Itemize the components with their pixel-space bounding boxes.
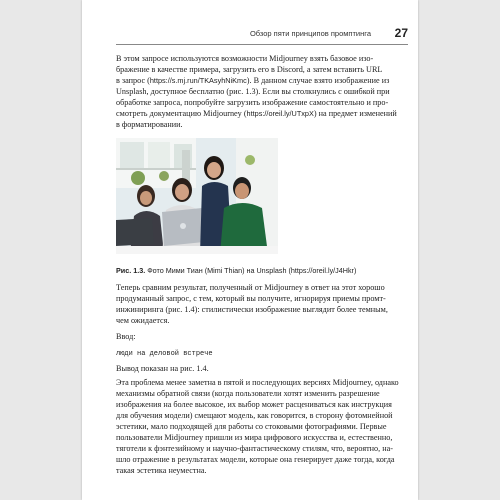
paragraph-2: Теперь сравним результат, полученный от Midjourney в ответ на этот хорошо продуманный запрос, с тем, который вы получите, игнорируя приемы промт- инжиниринга (рис. 1.4): стилистически изображение выглядит более темным, чем ожидается. [116,283,388,325]
figure-label: Рис. 1.3. [116,266,146,275]
code-prompt: люди на деловой встрече [116,350,213,358]
running-header-title: Обзор пяти принципов промптинга [249,29,371,38]
paragraph-3: Эта проблема менее заметна в пятой и последующих версиях Midjourney, однако механизмы обратной связи (когда пользователи хотят изменить разрешение изображения на более высокое, их выбор может расцениваться как инструкция для обучения модели) смещают модель, как говорится, в сторону фотомнейной эстетики, мало подходящей для работы со стоковыми фотографиями. Первые пользователи Midjourney пришли из мира цифрового искусства и, естественно, тяготели к фэнтезийному и научно-фантастическому стилям, что, вероятно, на- шло отражение в результатах модели, которые она генерирует даже тогда, когда такая эстетика неуместна. [116,378,399,475]
figure-photo [116,138,278,254]
page-number: 27 [394,26,408,40]
mj-image-link[interactable]: https://s.mj.run/TKAsyhNiKmc [149,76,247,85]
figure-caption-text: Фото Мими Тиан (Mimi Thian) на Unsplash (https://oreil.ly/J4Hkr) [147,266,357,275]
midjourney-docs-link[interactable]: https://oreil.ly/UTxpX [246,109,314,118]
paragraph-1: В этом запросе используются возможности Midjourney взять базовое изо- бражение в качестве примера, загрузить его в Discord, а затем вставить URL в запрос (https://s.mj.run/TKAsyhNiKmc). В данном случае взято изображение из Unsplash, доступное бесплатно (рис. 1.3). Если вы столкнулись с ошибкой при обработке запроса, попробуйте загрузить изображение самостоятельно и про- смотреть документацию Midjourney (https://oreil.ly/UTxpX) на предмет изменений в форматировании. [116,54,397,129]
input-label: Ввод: [116,332,136,341]
running-header [82,28,418,42]
figure-caption [116,266,406,275]
business-meeting-photo [116,138,278,254]
book-page [82,0,418,500]
output-label: Вывод показан на рис. 1.4. [116,364,209,373]
header-rule [116,44,408,45]
